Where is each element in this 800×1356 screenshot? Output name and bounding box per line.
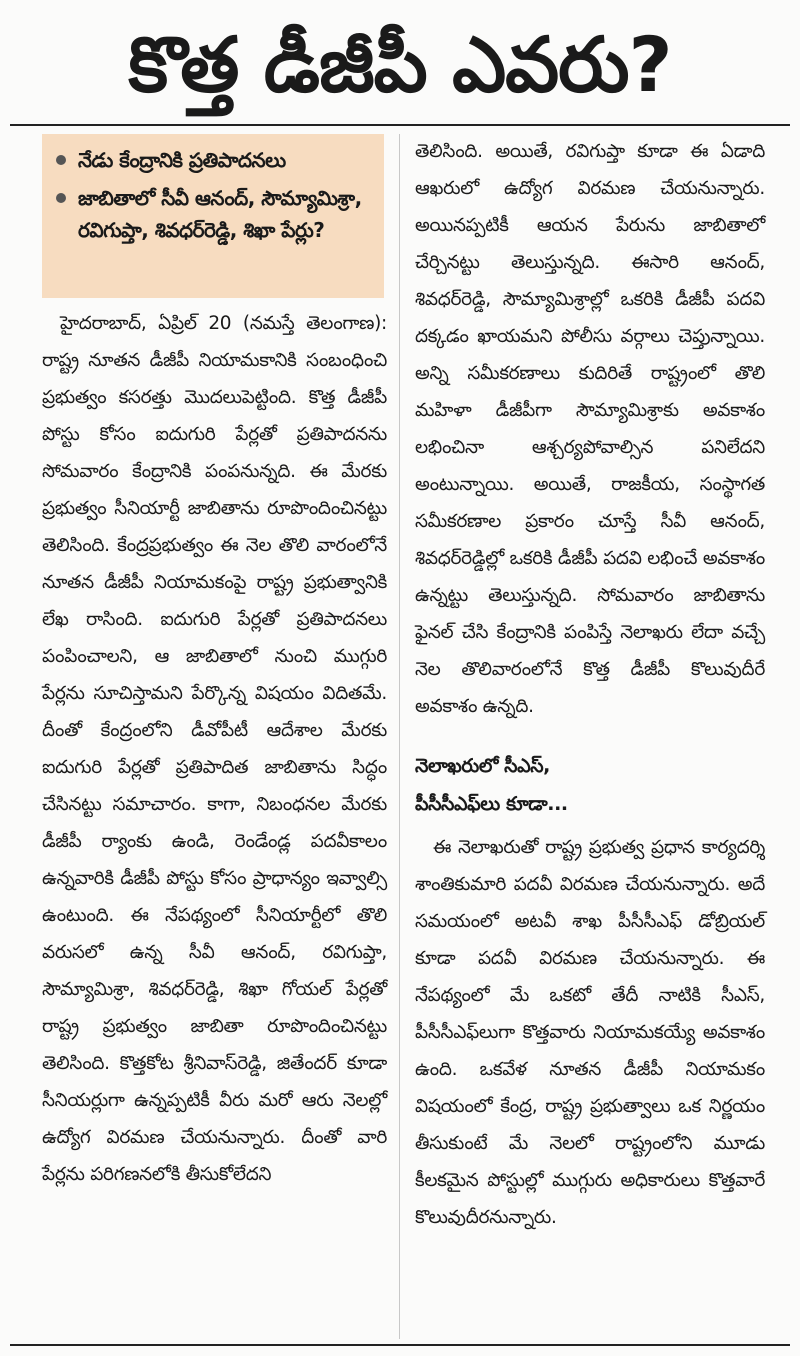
bullet-icon (56, 193, 66, 203)
highlight-item (52, 144, 374, 176)
article-paragraph: తెలిసింది. అయితే, రవిగుప్తా కూడా ఈ ఏడాది ఆఖరులో ఉద్యోగ విరమణ చేయనున్నారు. అయినప్పటికీ ఆయన పేరును జాబితాలో చేర్చినట్టు తెలుస్తున్నది. ఈసారి ఆనంద్, శివధర్‌రెడ్డి, సౌమ్యామిశ్రాల్లో ఒకరికి డీజీపీ పదవి దక్కడం ఖాయమని పోలీసు వర్గాలు చెప్తున్నాయి. అన్ని సమీకరణాలు కుదిరితే రాష్ట్రంలో తొలి మహిళా డీజీపీగా సౌమ్యామిశ్రాకు అవకాశం లభించినా ఆశ్చర్యపోవాల్సిన పనిలేదని అంటున్నాయి. అయితే, రాజకీయ, సంస్థాగత సమీకరణాల ప్రకారం చూస్తే సీవీ ఆనంద్, శివధర్‌రెడ్డిల్లో ఒకరికి డీజీపీ పదవి లభించే అవకాశం ఉన్నట్టు తెలుస్తున్నది. సోమవారం జాబితాను ఫైనల్ చేసి కేంద్రానికి పంపిస్తే నెలాఖరు లేదా వచ్చే నెల తొలివారంలోనే కొత్త డీజీపీ కొలువుదీరే అవకాశం ఉన్నది. (415, 141, 765, 717)
right-column (415, 133, 765, 1236)
column-divider (399, 134, 400, 1339)
highlight-text: నేడు కేంద్రానికి ప్రతిపాదనలు (78, 148, 286, 172)
bottom-rule (10, 1344, 790, 1346)
subheading-line: పీసీసీఎఫ్‌లు కూడా... (415, 793, 568, 815)
headline-rule (10, 124, 790, 126)
subheading (415, 747, 765, 823)
highlight-item (52, 182, 374, 246)
highlights-box (42, 134, 384, 298)
bullet-icon (56, 155, 66, 165)
left-column (42, 305, 387, 1193)
article-paragraph: ఈ నెలాఖరుతో రాష్ట్ర ప్రభుత్వ ప్రధాన కార్యదర్శి శాంతికుమారి పదవీ విరమణ చేయనున్నారు. అదే సమయంలో అటవీ శాఖ పీసీసీఎఫ్ డోబ్రియల్ కూడా పదవీ విరమణ చేయనున్నారు. ఈ నేపథ్యంలో మే ఒకటో తేదీ నాటికి సీఎస్, పీసీసీఎఫ్‌లుగా కొత్తవారు నియామకయ్యే అవకాశం ఉంది. ఒకవేళ నూతన డీజీపీ నియామకం విషయంలో కేంద్ర, రాష్ట్ర ప్రభుత్వాలు ఒక నిర్ణయం తీసుకుంటే మే నెలలో రాష్ట్రంలోని మూడు కీలకమైన పోస్టుల్లో ముగ్గురు అధికారులు కొత్తవారే కొలువుదీరనున్నారు. (415, 837, 765, 1228)
headline: కొత్త డీజీపీ ఎవరు? (128, 20, 672, 109)
article-paragraph: హైదరాబాద్, ఏప్రిల్ 20 (నమస్తే తెలంగాణ): రాష్ట్ర నూతన డీజీపీ నియామకానికి సంబంధించి ప్రభుత్వం కసరత్తు మొదలుపెట్టింది. కొత్త డీజీపీ పోస్టు కోసం ఐదుగురి పేర్లతో ప్రతిపాదనను సోమవారం కేంద్రానికి పంపనున్నది. ఈ మేరకు ప్రభుత్వం సీనియార్టీ జాబితాను రూపొందించినట్టు తెలిసింది. కేంద్రప్రభుత్వం ఈ నెల తొలి వారంలోనే నూతన డీజీపీ నియామకంపై రాష్ట్ర ప్రభుత్వానికి లేఖ రాసింది. ఐదుగురి పేర్లతో ప్రతిపాదనలు పంపించాలని, ఆ జాబితాలో నుంచి ముగ్గురి పేర్లను సూచిస్తామని పేర్కొన్న విషయం విదితమే. దీంతో కేంద్రంలోని డీవోపీటీ ఆదేశాల మేరకు ఐదుగురి పేర్లతో ప్రతిపాదిత జాబితాను సిద్ధం చేసినట్టు సమాచారం. కాగా, నిబంధనల మేరకు డీజీపీ ర్యాంకు ఉండి, రెండేండ్ల పదవీకాలం ఉన్నవారికి డీజీపీ పోస్టు కోసం ప్రాధాన్యం ఇవ్వాల్సి ఉంటుంది. ఈ నేపథ్యంలో సీనియార్టీలో తొలి వరుసలో ఉన్న సీవీ ఆనంద్, రవిగుప్తా, సౌమ్యామిశ్రా, శివధర్‌రెడ్డి, శిఖా గోయల్ పేర్లతో రాష్ట్ర ప్రభుత్వం జాబితా రూపొందించినట్టు తెలిసింది. కొత్తకోట శ్రీనివాస్‌రెడ్డి, జితేందర్ కూడా సీనియర్లుగా ఉన్నప్పటికీ వీరు మరో ఆరు నెలల్లో ఉద్యోగ విరమణ చేయనున్నారు. దీంతో వారి పేర్లను పరిగణనలోకి తీసుకోలేదని (42, 313, 387, 1185)
highlight-text: జాబితాలో సీవీ ఆనంద్, సౌమ్యామిశ్రా, రవిగుప్తా, శివధర్‌రెడ్డి, శిఖా పేర్లు? (78, 186, 362, 242)
subheading-line: నెలాఖరులో సీఎస్, (415, 755, 550, 777)
